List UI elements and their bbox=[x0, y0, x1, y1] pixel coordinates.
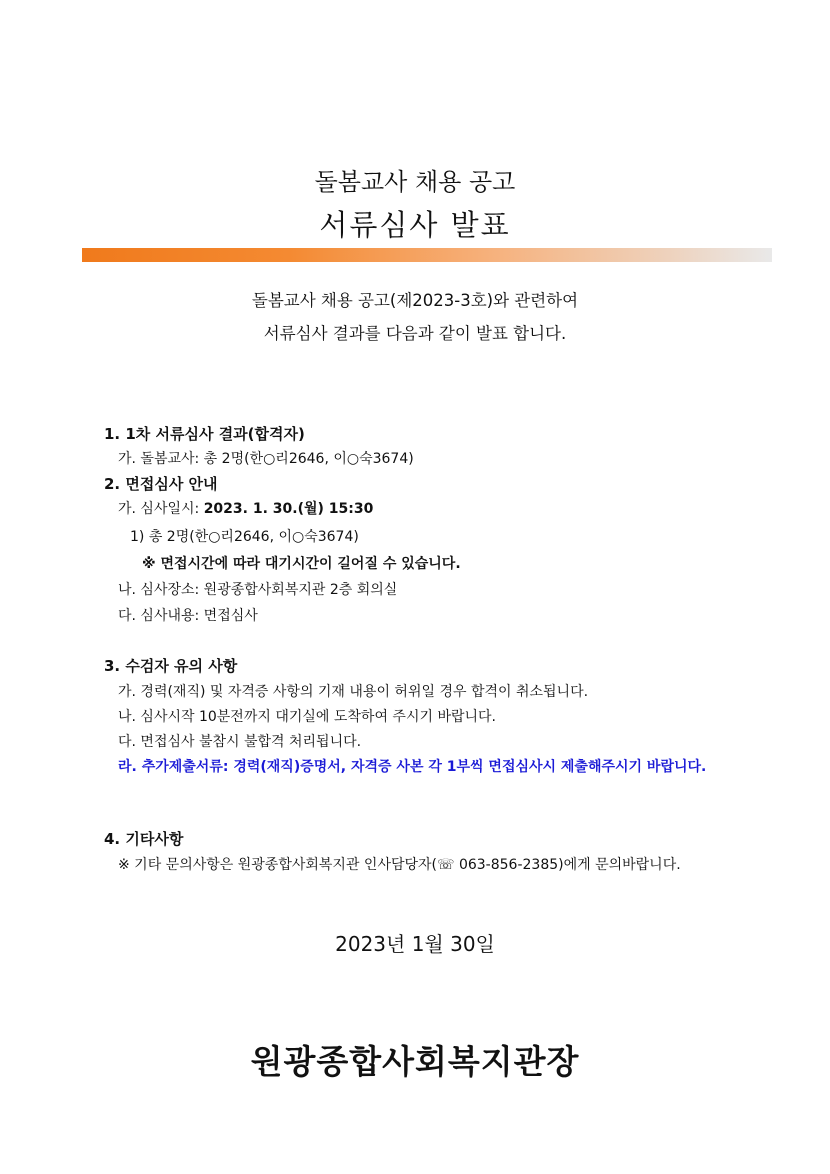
section2-item-ga bbox=[118, 498, 373, 518]
section3-item-ga: 가. 경력(재직) 및 자격증 사항의 기재 내용이 허위일 경우 합격이 취소됩니다. bbox=[118, 684, 589, 700]
section3-item-ra: 라. 추가제출서류: 경력(재직)증명서, 자격증 사본 각 1부씩 면접심사시 제출해주시기 바랍니다. bbox=[118, 759, 707, 775]
intro-line-1: 돌봄교사 채용 공고(제2023-3호)와 관련하여 bbox=[251, 291, 579, 310]
section3-heading: 3. 수검자 유의 사항 bbox=[104, 657, 238, 675]
section2-note: ※ 면접시간에 따라 대기시간이 길어질 수 있습니다. bbox=[142, 556, 461, 572]
schedule-datetime: 2023. 1. 30.(월) 15:30 bbox=[203, 501, 374, 517]
page-title: 서류심사 발표 bbox=[319, 208, 511, 242]
section2-item-da: 다. 심사내용: 면접심사 bbox=[118, 608, 258, 624]
section4-note: ※ 기타 문의사항은 원광종합사회복지관 인사담당자(☏ 063-856-2385)에게 문의바랍니다. bbox=[118, 857, 681, 873]
schedule-label: 가. 심사일시: bbox=[118, 501, 204, 517]
section4-heading: 4. 기타사항 bbox=[104, 830, 184, 848]
section2-item-na: 나. 심사장소: 원광종합사회복지관 2층 회의실 bbox=[118, 582, 398, 598]
section1-item-ga: 가. 돌봄교사: 총 2명(한○리2646, 이○숙3674) bbox=[118, 451, 414, 467]
section1-heading: 1. 1차 서류심사 결과(합격자) bbox=[104, 425, 305, 443]
section3-item-na: 나. 심사시작 10분전까지 대기실에 도착하여 주시기 바랍니다. bbox=[118, 709, 496, 725]
notice-date: 2023년 1월 30일 bbox=[335, 932, 495, 956]
section3-item-da: 다. 면접심사 불참시 불합격 처리됩니다. bbox=[118, 734, 362, 750]
title-divider-bar bbox=[82, 248, 772, 262]
notice-subtitle: 돌봄교사 채용 공고 bbox=[314, 168, 516, 196]
intro-line-2: 서류심사 결과를 다음과 같이 발표 합니다. bbox=[263, 324, 567, 343]
issuer-signature: 원광종합사회복지관장 bbox=[250, 1042, 580, 1081]
section2-heading: 2. 면접심사 안내 bbox=[104, 475, 218, 493]
section2-sub1: 1) 총 2명(한○리2646, 이○숙3674) bbox=[130, 529, 359, 545]
